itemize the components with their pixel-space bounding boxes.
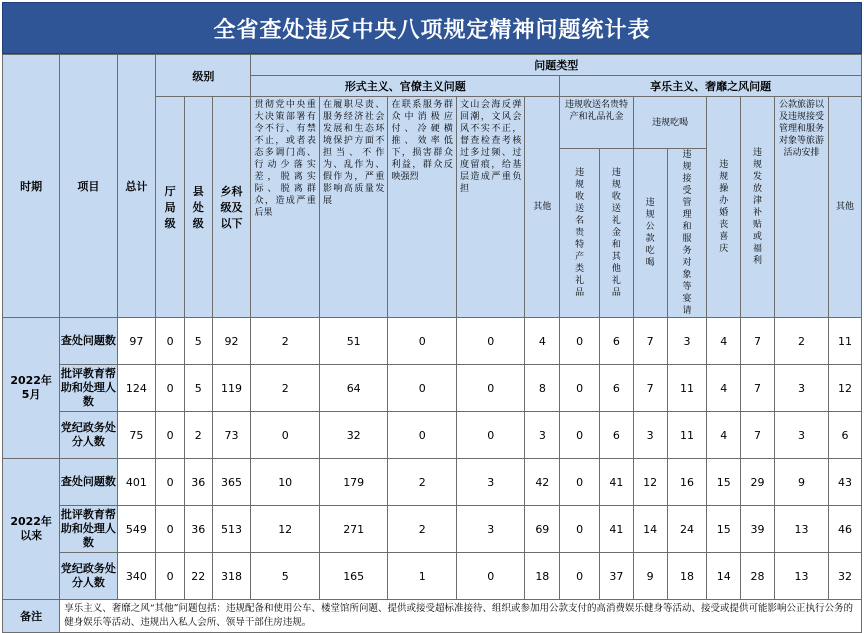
data-cell: 16: [667, 459, 707, 506]
data-cell: 3: [525, 412, 560, 459]
data-cell: 6: [600, 412, 634, 459]
row-item-label: 查处问题数: [60, 318, 117, 365]
data-cell: 124: [117, 365, 156, 412]
data-cell: 2: [388, 459, 457, 506]
data-cell: 0: [560, 365, 600, 412]
data-cell: 12: [633, 459, 667, 506]
data-cell: 69: [525, 506, 560, 553]
period-label: 2022年 5月: [3, 318, 60, 459]
data-cell: 7: [741, 318, 775, 365]
formalism-other-header: 其他: [525, 97, 560, 318]
data-cell: 5: [184, 365, 212, 412]
formalism-type-3-header: 在联系服务群众中消极应付、冷硬横推、效率低下，损害群众利益，群众反映强烈: [388, 97, 457, 318]
data-cell: 0: [560, 506, 600, 553]
data-cell: 32: [829, 553, 862, 600]
row-item-label: 批评教育帮助和处理人数: [60, 506, 117, 553]
data-cell: 0: [560, 553, 600, 600]
data-cell: 513: [212, 506, 251, 553]
data-cell: 3: [774, 365, 828, 412]
data-cell: 11: [667, 365, 707, 412]
data-cell: 42: [525, 459, 560, 506]
data-cell: 51: [319, 318, 388, 365]
data-cell: 0: [388, 318, 457, 365]
data-cell: 6: [600, 318, 634, 365]
data-cell: 119: [212, 365, 251, 412]
data-cell: 73: [212, 412, 251, 459]
hedonism-other-header: 其他: [829, 97, 862, 318]
data-cell: 3: [774, 412, 828, 459]
data-cell: 36: [184, 506, 212, 553]
data-cell: 75: [117, 412, 156, 459]
data-cell: 401: [117, 459, 156, 506]
data-cell: 37: [600, 553, 634, 600]
data-cell: 5: [251, 553, 320, 600]
data-cell: 18: [667, 553, 707, 600]
data-body: [3, 318, 862, 600]
hedonism-gifts-a-header: 违规收送名贵特产类礼品: [560, 149, 600, 318]
data-cell: 179: [319, 459, 388, 506]
data-cell: 0: [156, 365, 185, 412]
total-header: 总计: [117, 55, 156, 318]
level-township-header: 乡科级及以下: [212, 97, 251, 318]
data-cell: 318: [212, 553, 251, 600]
period-label: 2022年 以来: [3, 459, 60, 600]
data-cell: 15: [707, 459, 741, 506]
data-cell: 13: [774, 506, 828, 553]
data-cell: 0: [388, 412, 457, 459]
data-cell: 5: [184, 318, 212, 365]
data-cell: 0: [388, 365, 457, 412]
table-row: [3, 365, 862, 412]
data-cell: 0: [456, 553, 525, 600]
data-cell: 0: [456, 365, 525, 412]
data-cell: 2: [774, 318, 828, 365]
data-cell: 7: [633, 318, 667, 365]
data-cell: 11: [829, 318, 862, 365]
data-cell: 3: [456, 459, 525, 506]
data-cell: 0: [156, 553, 185, 600]
data-cell: 0: [251, 412, 320, 459]
data-cell: 0: [456, 412, 525, 459]
data-cell: 92: [212, 318, 251, 365]
data-cell: 22: [184, 553, 212, 600]
data-cell: 0: [156, 412, 185, 459]
table-row: [3, 412, 862, 459]
row-item-label: 查处问题数: [60, 459, 117, 506]
data-cell: 1: [388, 553, 457, 600]
statistics-sheet: [2, 2, 862, 628]
data-cell: 39: [741, 506, 775, 553]
hedonism-wedding-header: 违规操办婚丧喜庆: [707, 97, 741, 318]
data-cell: 97: [117, 318, 156, 365]
data-cell: 29: [741, 459, 775, 506]
data-cell: 6: [829, 412, 862, 459]
data-cell: 4: [707, 412, 741, 459]
data-cell: 15: [707, 506, 741, 553]
data-cell: 11: [667, 412, 707, 459]
data-cell: 41: [600, 459, 634, 506]
data-cell: 4: [525, 318, 560, 365]
data-cell: 24: [667, 506, 707, 553]
formalism-type-2-header: 在履职尽责、服务经济社会发展和生态环境保护方面不担当、不作为、乱作为、假作为，严重影响高质量发展: [319, 97, 388, 318]
hedonism-dining-a-header: 违规公款吃喝: [633, 149, 667, 318]
hedonism-header: 享乐主义、奢靡之风问题: [560, 76, 862, 97]
period-header: 时期: [3, 55, 60, 318]
data-cell: 12: [251, 506, 320, 553]
data-cell: 0: [560, 412, 600, 459]
data-cell: 365: [212, 459, 251, 506]
table-row: [3, 459, 862, 506]
hedonism-gifts-b-header: 违规收送礼金和其他礼品: [600, 149, 634, 318]
data-cell: 4: [707, 318, 741, 365]
data-cell: 0: [560, 318, 600, 365]
data-cell: 36: [184, 459, 212, 506]
data-cell: 3: [633, 412, 667, 459]
hedonism-dining-header: 违规吃喝: [633, 97, 707, 149]
data-cell: 340: [117, 553, 156, 600]
data-cell: 46: [829, 506, 862, 553]
data-cell: 8: [525, 365, 560, 412]
note-label: 备注: [3, 600, 60, 633]
hedonism-gifts-header: 违规收送名贵特产和礼品礼金: [560, 97, 634, 149]
data-cell: 2: [251, 365, 320, 412]
hedonism-travel-header: 公款旅游以及违规接受管理和服务对象等旅游活动安排: [774, 97, 828, 318]
row-item-label: 批评教育帮助和处理人数: [60, 365, 117, 412]
row-item-label: 党纪政务处分人数: [60, 412, 117, 459]
data-cell: 549: [117, 506, 156, 553]
data-cell: 2: [184, 412, 212, 459]
table-row: [3, 506, 862, 553]
data-cell: 3: [667, 318, 707, 365]
data-cell: 0: [156, 318, 185, 365]
formalism-type-4-header: 文山会海反弹回潮，文风会风不实不正，督查检查考核过多过频、过度留痕，给基层造成严重负担: [456, 97, 525, 318]
data-cell: 13: [774, 553, 828, 600]
data-cell: 2: [388, 506, 457, 553]
hedonism-dining-b-header: 违规接受管理和服务对象等宴请: [667, 149, 707, 318]
data-cell: 28: [741, 553, 775, 600]
level-header: 级别: [156, 55, 251, 97]
data-cell: 43: [829, 459, 862, 506]
data-cell: 9: [633, 553, 667, 600]
item-header: 项目: [60, 55, 117, 318]
table-row: [3, 318, 862, 365]
table-title: 全省查处违反中央八项规定精神问题统计表: [2, 2, 862, 54]
level-hall-header: 厅局级: [156, 97, 185, 318]
data-cell: 12: [829, 365, 862, 412]
level-county-header: 县处级: [184, 97, 212, 318]
formalism-type-1-header: 贯彻党中央重大决策部署有令不行、有禁不止，或者表态多调门高、行动少落实差，脱离实际、脱离群众，造成严重后果: [251, 97, 320, 318]
table-row: [3, 553, 862, 600]
data-cell: 165: [319, 553, 388, 600]
note-text: 享乐主义、奢靡之风“其他”问题包括：违规配备和使用公车、楼堂馆所问题、提供或接受超标准接待、组织或参加用公款支付的高消费娱乐健身等活动、接受或提供可能影响公正执行公务的健身娱乐等活动、违规出入私人会所、领导干部住房违规。: [60, 600, 862, 633]
data-cell: 18: [525, 553, 560, 600]
data-cell: 7: [741, 412, 775, 459]
data-cell: 0: [456, 318, 525, 365]
data-cell: 3: [456, 506, 525, 553]
data-cell: 0: [156, 459, 185, 506]
data-cell: 0: [156, 506, 185, 553]
data-cell: 14: [707, 553, 741, 600]
data-cell: 271: [319, 506, 388, 553]
statistics-table: [2, 54, 862, 633]
hedonism-subsidy-header: 违规发放津补贴或福利: [741, 97, 775, 318]
data-cell: 9: [774, 459, 828, 506]
formalism-header: 形式主义、官僚主义问题: [251, 76, 560, 97]
data-cell: 64: [319, 365, 388, 412]
data-cell: 4: [707, 365, 741, 412]
data-cell: 7: [633, 365, 667, 412]
data-cell: 2: [251, 318, 320, 365]
data-cell: 6: [600, 365, 634, 412]
row-item-label: 党纪政务处分人数: [60, 553, 117, 600]
problem-type-header: 问题类型: [251, 55, 862, 76]
data-cell: 0: [560, 459, 600, 506]
data-cell: 10: [251, 459, 320, 506]
data-cell: 7: [741, 365, 775, 412]
data-cell: 14: [633, 506, 667, 553]
data-cell: 41: [600, 506, 634, 553]
data-cell: 32: [319, 412, 388, 459]
